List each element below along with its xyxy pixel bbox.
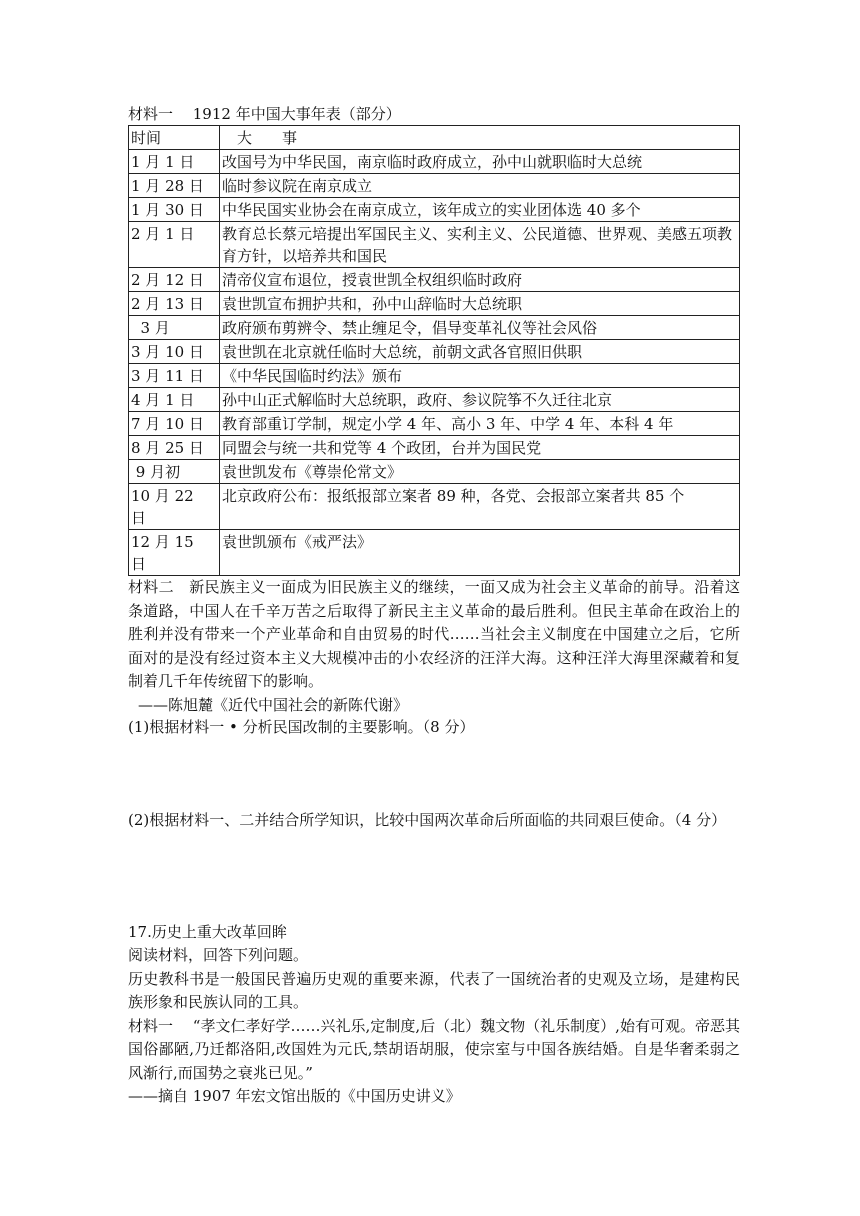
table-row bbox=[129, 268, 740, 292]
header-event: 大 事 bbox=[220, 126, 740, 150]
table-row bbox=[129, 460, 740, 484]
q17-source: ——摘自 1907 年宏文馆出版的《中国历史讲义》 bbox=[128, 1087, 461, 1105]
table-row bbox=[129, 340, 740, 364]
table-header-row bbox=[129, 126, 740, 150]
event-description: 袁世凯宣布拥护共和，孙中山辞临时大总统职 bbox=[220, 292, 740, 316]
event-date: 12 月 15 日 bbox=[129, 530, 220, 576]
table-row bbox=[129, 174, 740, 198]
q17-material1: 材料一 “孝文仁孝好学……兴礼乐,定制度,后（北）魏文物（礼乐制度）,始有可观。帝恶其国俗鄙陋,乃迁都洛阳,改国姓为元氏,禁胡语胡服，使宗室与中国各族结婚。自是华奢柔弱之风渐行,而国势之衰兆已见。” bbox=[128, 1016, 740, 1082]
material2-source: ——陈旭麓《近代中国社会的新陈代谢》 bbox=[138, 695, 409, 714]
answer-space-2 bbox=[128, 833, 740, 921]
event-description: 《中华民国临时约法》颁布 bbox=[220, 364, 740, 388]
event-description: 同盟会与统一共和党等 4 个政团，台并为国民党 bbox=[220, 436, 740, 460]
event-description: 袁世凯颁布《戒严法》 bbox=[220, 530, 740, 576]
table-row bbox=[129, 364, 740, 388]
material2-text: 材料二 新民族主义一面成为旧民族主义的继续，一面又成为社会主义革命的前导。沿着这条道路，中国人在千辛万苦之后取得了新民主主义革命的最后胜利。但民主革命在政治上的胜利并没有带来一个产业革命和自由贸易的时代……当社会主义制度在中国建立之后，它所面对的是没有经过资本主义大规模冲击的小农经济的汪洋大海。这种汪洋大海里深藏着和复制着几千年传统留下的影响。 bbox=[128, 578, 740, 690]
event-description: 教育部重订学制，规定小学 4 年、高小 3 年、中学 4 年、本科 4 年 bbox=[220, 412, 740, 436]
material1-title: 材料一 1912 年中国大事年表（部分） bbox=[128, 105, 401, 123]
event-description: 教育总长蔡元培提出军国民主义、实利主义、公民道德、世界观、美感五项教育方针，以培养共和国民 bbox=[220, 222, 740, 268]
q17-title: 17.历史上重大改革回眸 bbox=[128, 922, 287, 941]
event-date: 1 月 1 日 bbox=[129, 150, 220, 174]
event-description: 孙中山正式解临时大总统职，政府、参议院筝不久迁往北京 bbox=[220, 388, 740, 412]
table-row bbox=[129, 412, 740, 436]
event-description: 袁世凯发布《尊崇伦常文》 bbox=[220, 460, 740, 484]
events-table bbox=[128, 125, 740, 576]
table-row bbox=[129, 292, 740, 316]
question-1: (1)根据材料一 • 分析民国改制的主要影响。（8 分） bbox=[128, 717, 475, 736]
table-row bbox=[129, 484, 740, 530]
event-date: 1 月 30 日 bbox=[129, 198, 220, 222]
event-date: 4 月 1 日 bbox=[129, 388, 220, 412]
document-content bbox=[128, 103, 740, 1109]
table-row bbox=[129, 222, 740, 268]
answer-space-1 bbox=[128, 739, 740, 809]
event-date: 9 月初 bbox=[129, 460, 220, 484]
event-date: 3 月 bbox=[129, 316, 220, 340]
table-row bbox=[129, 388, 740, 412]
table-row bbox=[129, 198, 740, 222]
q17-intro: 历史教科书是一般国民普遍历史观的重要来源，代表了一国统治者的史观及立场，是建构民族形象和民族认同的工具。 bbox=[128, 969, 740, 1011]
question-2: (2)根据材料一、二并结合所学知识，比较中国两次革命后所面临的共同艰巨使命。（4 分） bbox=[128, 811, 727, 829]
event-date: 3 月 10 日 bbox=[129, 340, 220, 364]
event-description: 政府颁布剪辨令、禁止缠足令，倡导变革礼仪等社会风俗 bbox=[220, 316, 740, 340]
event-date: 2 月 1 日 bbox=[129, 222, 220, 268]
event-date: 2 月 12 日 bbox=[129, 268, 220, 292]
event-date: 10 月 22 日 bbox=[129, 484, 220, 530]
event-description: 改国号为中华民国，南京临时政府成立，孙中山就职临时大总统 bbox=[220, 150, 740, 174]
event-description: 中华民国实业协会在南京成立，该年成立的实业团体选 40 多个 bbox=[220, 198, 740, 222]
event-description: 袁世凯在北京就任临时大总统，前朝文武各官照旧供职 bbox=[220, 340, 740, 364]
table-row bbox=[129, 316, 740, 340]
table-row bbox=[129, 530, 740, 576]
event-description: 临时参议院在南京成立 bbox=[220, 174, 740, 198]
event-date: 8 月 25 日 bbox=[129, 436, 220, 460]
event-description: 北京政府公布：报纸报部立案者 89 种，各党、会报部立案者共 85 个 bbox=[220, 484, 740, 530]
event-date: 7 月 10 日 bbox=[129, 412, 220, 436]
header-time: 时间 bbox=[129, 126, 220, 150]
event-description: 清帝仪宣布退位，授袁世凯全权组织临时政府 bbox=[220, 268, 740, 292]
event-date: 2 月 13 日 bbox=[129, 292, 220, 316]
table-row bbox=[129, 436, 740, 460]
event-date: 1 月 28 日 bbox=[129, 174, 220, 198]
table-row bbox=[129, 150, 740, 174]
q17-instruction: 阅读材料，回答下列问题。 bbox=[128, 946, 309, 964]
event-date: 3 月 11 日 bbox=[129, 364, 220, 388]
